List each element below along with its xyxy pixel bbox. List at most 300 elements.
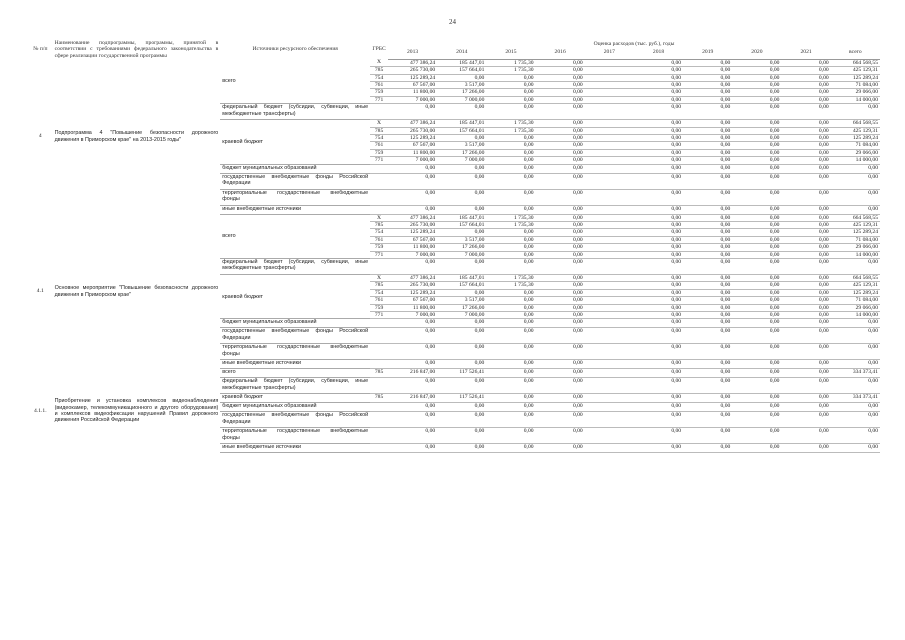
amount-cell: 0,00: [683, 275, 732, 282]
amount-cell: 0,00: [486, 244, 535, 251]
amount-cell: 0,00: [781, 344, 830, 360]
amount-cell: 17 266,00: [437, 244, 486, 251]
amount-cell: 0,00: [437, 444, 486, 453]
amount-cell: 0,00: [634, 236, 683, 243]
amount-cell: 0,00: [437, 134, 486, 141]
amount-cell: 0,00: [732, 444, 781, 453]
amount-cell: 14 000,00: [831, 96, 880, 103]
amount-cell: 0,00: [781, 189, 830, 205]
grbs-code: [370, 412, 388, 428]
amount-cell: 0,00: [781, 328, 830, 344]
amount-cell: 1 735,30: [486, 282, 535, 289]
amount-cell: [585, 104, 634, 120]
amount-cell: 71 084,00: [831, 142, 880, 149]
amount-cell: 0,00: [634, 173, 683, 189]
amount-cell: 0,00: [437, 412, 486, 428]
amount-cell: 157 664,01: [437, 127, 486, 134]
amount-cell: 0,00: [536, 344, 585, 360]
amount-cell: 0,00: [683, 328, 732, 344]
amount-cell: 125 289,24: [388, 229, 437, 236]
amount-cell: 0,00: [781, 403, 830, 412]
amount-cell: 0,00: [437, 344, 486, 360]
amount-cell: 0,00: [732, 96, 781, 103]
amount-cell: 67 567,00: [388, 297, 437, 304]
funding-source: иные внебюджетные источники: [220, 360, 370, 369]
amount-cell: 0,00: [536, 59, 585, 66]
amount-cell: 0,00: [683, 360, 732, 369]
amount-cell: 0,00: [781, 244, 830, 251]
year-header: 2021: [781, 49, 830, 59]
grbs-code: [370, 164, 388, 173]
year-header: всего: [831, 49, 880, 59]
grbs-code: [370, 444, 388, 453]
amount-cell: 0,00: [536, 134, 585, 141]
section-number: 4: [38, 133, 42, 140]
year-header: 2018: [634, 49, 683, 59]
amount-cell: 0,00: [634, 89, 683, 96]
amount-cell: 7 000,00: [437, 157, 486, 164]
amount-cell: 0,00: [683, 120, 732, 127]
amount-cell: 0,00: [486, 378, 535, 394]
amount-cell: 0,00: [486, 394, 535, 403]
amount-cell: 0,00: [437, 205, 486, 214]
amount-cell: 7 000,00: [437, 312, 486, 319]
amount-cell: [585, 173, 634, 189]
amount-cell: 0,00: [683, 104, 732, 120]
grbs-code: 785: [370, 394, 388, 403]
amount-cell: 0,00: [536, 304, 585, 311]
amount-cell: 0,00: [388, 378, 437, 394]
grbs-code: 759: [370, 304, 388, 311]
grbs-code: 754: [370, 229, 388, 236]
amount-cell: 0,00: [634, 428, 683, 444]
amount-cell: 0,00: [536, 403, 585, 412]
amount-cell: 0,00: [536, 369, 585, 378]
amount-cell: 0,00: [732, 74, 781, 81]
amount-cell: 477 386,24: [388, 214, 437, 221]
amount-cell: 0,00: [536, 222, 585, 229]
amount-cell: 0,00: [781, 297, 830, 304]
amount-cell: 0,00: [683, 222, 732, 229]
grbs-code: 759: [370, 89, 388, 96]
amount-cell: 216 847,00: [388, 369, 437, 378]
amount-cell: 0,00: [683, 205, 732, 214]
amount-cell: 0,00: [486, 229, 535, 236]
amount-cell: 0,00: [634, 328, 683, 344]
amount-cell: 0,00: [781, 236, 830, 243]
amount-cell: 0,00: [831, 360, 880, 369]
amount-cell: 0,00: [781, 164, 830, 173]
amount-cell: 664 568,55: [831, 120, 880, 127]
amount-cell: [585, 142, 634, 149]
amount-cell: 0,00: [536, 214, 585, 221]
amount-cell: 71 084,00: [831, 236, 880, 243]
amount-cell: 334 373,41: [831, 394, 880, 403]
amount-cell: 0,00: [634, 96, 683, 103]
amount-cell: 0,00: [831, 104, 880, 120]
amount-cell: 0,00: [486, 444, 535, 453]
amount-cell: 0,00: [781, 81, 830, 88]
amount-cell: 425 129,31: [831, 222, 880, 229]
amount-cell: 0,00: [437, 319, 486, 328]
amount-cell: 0,00: [781, 312, 830, 319]
amount-cell: 0,00: [683, 297, 732, 304]
amount-cell: 0,00: [634, 282, 683, 289]
amount-cell: 0,00: [732, 189, 781, 205]
amount-cell: 0,00: [732, 428, 781, 444]
col-no-header: № п/п: [33, 46, 48, 53]
amount-cell: 0,00: [732, 275, 781, 282]
amount-cell: 14 000,00: [831, 312, 880, 319]
amount-cell: 0,00: [732, 289, 781, 296]
grbs-code: 771: [370, 157, 388, 164]
amount-cell: 0,00: [536, 275, 585, 282]
amount-cell: 0,00: [634, 369, 683, 378]
amount-cell: 185 447,01: [437, 275, 486, 282]
grbs-code: 754: [370, 134, 388, 141]
amount-cell: 7 000,00: [388, 251, 437, 258]
amount-cell: 0,00: [634, 157, 683, 164]
amount-cell: 0,00: [683, 444, 732, 453]
amount-cell: 0,00: [732, 229, 781, 236]
amount-cell: [585, 289, 634, 296]
amount-cell: [585, 214, 634, 221]
grbs-code: 759: [370, 244, 388, 251]
amount-cell: 125 289,24: [831, 134, 880, 141]
amount-cell: 0,00: [486, 259, 535, 275]
amount-cell: 0,00: [437, 104, 486, 120]
amount-cell: 0,00: [732, 360, 781, 369]
amount-cell: 0,00: [437, 74, 486, 81]
amount-cell: 0,00: [536, 282, 585, 289]
col-estimate-header: Оценка расходов (тыс. руб.), годы: [593, 41, 675, 48]
amount-cell: 17 266,00: [437, 89, 486, 96]
amount-cell: 125 289,24: [388, 134, 437, 141]
amount-cell: [585, 164, 634, 173]
amount-cell: 0,00: [732, 157, 781, 164]
amount-cell: [585, 428, 634, 444]
amount-cell: 157 664,01: [437, 222, 486, 229]
amount-cell: 0,00: [683, 89, 732, 96]
amount-cell: 0,00: [486, 312, 535, 319]
amount-cell: 0,00: [437, 164, 486, 173]
amount-cell: 0,00: [683, 96, 732, 103]
amount-cell: 0,00: [831, 259, 880, 275]
amount-cell: 0,00: [536, 96, 585, 103]
amount-cell: 0,00: [634, 214, 683, 221]
amount-cell: 125 289,24: [388, 74, 437, 81]
grbs-code: 761: [370, 81, 388, 88]
amount-cell: 125 289,24: [831, 229, 880, 236]
amount-cell: 0,00: [486, 251, 535, 258]
grbs-code: [370, 189, 388, 205]
amount-cell: 0,00: [683, 289, 732, 296]
amount-cell: 185 447,01: [437, 59, 486, 66]
amount-cell: 0,00: [683, 142, 732, 149]
amount-cell: 14 000,00: [831, 157, 880, 164]
amount-cell: [585, 319, 634, 328]
amount-cell: 664 568,55: [831, 59, 880, 66]
amount-cell: 17 266,00: [437, 149, 486, 156]
amount-cell: 0,00: [486, 189, 535, 205]
amount-cell: [585, 369, 634, 378]
amount-cell: 185 447,01: [437, 120, 486, 127]
amount-cell: 0,00: [831, 412, 880, 428]
amount-cell: 334 373,41: [831, 369, 880, 378]
funding-source: всего: [220, 59, 370, 103]
grbs-code: 785: [370, 127, 388, 134]
grbs-code: [370, 328, 388, 344]
budget-table: [28, 40, 880, 453]
grbs-code: 754: [370, 289, 388, 296]
amount-cell: 0,00: [781, 394, 830, 403]
amount-cell: 265 730,00: [388, 67, 437, 74]
amount-cell: 0,00: [388, 412, 437, 428]
amount-cell: 0,00: [634, 127, 683, 134]
amount-cell: [585, 149, 634, 156]
grbs-code: 785: [370, 222, 388, 229]
page-number: 24: [449, 18, 456, 26]
amount-cell: 0,00: [683, 304, 732, 311]
amount-cell: 0,00: [732, 81, 781, 88]
amount-cell: 425 129,31: [831, 67, 880, 74]
amount-cell: [585, 275, 634, 282]
amount-cell: [585, 67, 634, 74]
amount-cell: 0,00: [732, 164, 781, 173]
amount-cell: 0,00: [536, 189, 585, 205]
amount-cell: 477 386,24: [388, 120, 437, 127]
amount-cell: 0,00: [831, 189, 880, 205]
grbs-code: X: [370, 59, 388, 66]
grbs-code: [370, 319, 388, 328]
funding-source: государственные внебюджетные фонды Российской Федерации: [220, 328, 370, 344]
funding-source: территориальные государственные внебюджетные фонды: [220, 189, 370, 205]
amount-cell: [585, 74, 634, 81]
amount-cell: 0,00: [781, 142, 830, 149]
amount-cell: [585, 244, 634, 251]
amount-cell: 3 517,00: [437, 142, 486, 149]
funding-source: краевой бюджет: [220, 394, 370, 403]
amount-cell: [585, 444, 634, 453]
amount-cell: 0,00: [683, 214, 732, 221]
amount-cell: [585, 81, 634, 88]
amount-cell: 265 730,00: [388, 282, 437, 289]
funding-source: краевой бюджет: [220, 120, 370, 164]
amount-cell: 0,00: [486, 89, 535, 96]
funding-source: краевой бюджет: [220, 275, 370, 319]
amount-cell: 0,00: [683, 189, 732, 205]
year-header: 2016: [536, 49, 585, 59]
amount-cell: 0,00: [388, 173, 437, 189]
amount-cell: [585, 328, 634, 344]
amount-cell: 0,00: [781, 157, 830, 164]
amount-cell: 0,00: [683, 369, 732, 378]
amount-cell: 0,00: [781, 319, 830, 328]
amount-cell: 0,00: [536, 259, 585, 275]
year-header: 2015: [486, 49, 535, 59]
amount-cell: 0,00: [536, 74, 585, 81]
amount-cell: 0,00: [781, 369, 830, 378]
funding-source: иные внебюджетные источники: [220, 205, 370, 214]
amount-cell: 0,00: [536, 89, 585, 96]
amount-cell: 0,00: [683, 164, 732, 173]
amount-cell: 0,00: [732, 312, 781, 319]
amount-cell: 0,00: [781, 259, 830, 275]
amount-cell: 11 800,00: [388, 89, 437, 96]
amount-cell: 71 084,00: [831, 81, 880, 88]
table-row: [28, 59, 880, 66]
amount-cell: 7 000,00: [388, 312, 437, 319]
grbs-code: [370, 428, 388, 444]
amount-cell: 0,00: [388, 403, 437, 412]
amount-cell: 0,00: [536, 289, 585, 296]
amount-cell: 0,00: [781, 360, 830, 369]
amount-cell: [585, 229, 634, 236]
grbs-code: [370, 344, 388, 360]
amount-cell: 0,00: [536, 104, 585, 120]
amount-cell: 0,00: [683, 81, 732, 88]
funding-source: всего: [220, 214, 370, 258]
amount-cell: 0,00: [486, 412, 535, 428]
amount-cell: 0,00: [388, 104, 437, 120]
amount-cell: 0,00: [536, 328, 585, 344]
amount-cell: 1 735,30: [486, 67, 535, 74]
amount-cell: 0,00: [781, 378, 830, 394]
amount-cell: 0,00: [388, 360, 437, 369]
funding-source: бюджет муниципальных образований: [220, 403, 370, 412]
funding-source: всего: [220, 369, 370, 378]
amount-cell: 0,00: [486, 96, 535, 103]
amount-cell: 0,00: [437, 378, 486, 394]
amount-cell: 0,00: [486, 81, 535, 88]
grbs-code: [370, 360, 388, 369]
amount-cell: [585, 259, 634, 275]
funding-source: бюджет муниципальных образований: [220, 164, 370, 173]
amount-cell: 0,00: [634, 378, 683, 394]
year-header: 2017: [585, 49, 634, 59]
amount-cell: 0,00: [634, 251, 683, 258]
section-number: 4.1.1.: [34, 407, 47, 414]
amount-cell: 664 568,55: [831, 214, 880, 221]
amount-cell: [585, 127, 634, 134]
amount-cell: 0,00: [683, 127, 732, 134]
amount-cell: 0,00: [732, 142, 781, 149]
amount-cell: 0,00: [683, 312, 732, 319]
amount-cell: 29 066,00: [831, 89, 880, 96]
amount-cell: 67 567,00: [388, 236, 437, 243]
amount-cell: 0,00: [781, 214, 830, 221]
amount-cell: 0,00: [486, 173, 535, 189]
amount-cell: [585, 236, 634, 243]
grbs-code: 761: [370, 142, 388, 149]
amount-cell: 0,00: [732, 344, 781, 360]
amount-cell: 0,00: [732, 120, 781, 127]
amount-cell: 0,00: [634, 67, 683, 74]
amount-cell: 0,00: [634, 81, 683, 88]
amount-cell: 0,00: [634, 244, 683, 251]
amount-cell: 0,00: [831, 444, 880, 453]
amount-cell: 14 000,00: [831, 251, 880, 258]
amount-cell: 0,00: [732, 127, 781, 134]
amount-cell: 0,00: [683, 149, 732, 156]
amount-cell: 0,00: [781, 104, 830, 120]
amount-cell: 0,00: [536, 412, 585, 428]
amount-cell: 0,00: [634, 134, 683, 141]
amount-cell: 0,00: [536, 428, 585, 444]
amount-cell: 0,00: [634, 360, 683, 369]
amount-cell: 0,00: [732, 222, 781, 229]
amount-cell: 0,00: [732, 67, 781, 74]
year-header: 2014: [437, 49, 486, 59]
amount-cell: 0,00: [634, 59, 683, 66]
amount-cell: 0,00: [486, 149, 535, 156]
amount-cell: 0,00: [388, 344, 437, 360]
amount-cell: 0,00: [536, 360, 585, 369]
amount-cell: 0,00: [683, 428, 732, 444]
amount-cell: [585, 189, 634, 205]
amount-cell: 0,00: [781, 134, 830, 141]
funding-source: государственные внебюджетные фонды Российской Федерации: [220, 412, 370, 428]
amount-cell: 0,00: [781, 282, 830, 289]
amount-cell: 0,00: [831, 173, 880, 189]
grbs-code: 771: [370, 312, 388, 319]
grbs-code: 785: [370, 369, 388, 378]
amount-cell: 425 129,31: [831, 127, 880, 134]
year-header: 2019: [683, 49, 732, 59]
amount-cell: 7 000,00: [388, 96, 437, 103]
amount-cell: 0,00: [831, 403, 880, 412]
amount-cell: 125 289,24: [831, 289, 880, 296]
amount-cell: 0,00: [536, 67, 585, 74]
amount-cell: 0,00: [634, 142, 683, 149]
amount-cell: 0,00: [437, 229, 486, 236]
amount-cell: 0,00: [486, 297, 535, 304]
amount-cell: 0,00: [781, 89, 830, 96]
amount-cell: 0,00: [634, 297, 683, 304]
amount-cell: 117 526,41: [437, 394, 486, 403]
amount-cell: 0,00: [781, 251, 830, 258]
amount-cell: [585, 222, 634, 229]
amount-cell: 0,00: [732, 89, 781, 96]
amount-cell: [585, 157, 634, 164]
grbs-code: [370, 104, 388, 120]
amount-cell: [585, 412, 634, 428]
grbs-code: 785: [370, 282, 388, 289]
amount-cell: 0,00: [683, 378, 732, 394]
amount-cell: 0,00: [388, 319, 437, 328]
amount-cell: 265 730,00: [388, 222, 437, 229]
amount-cell: 125 289,24: [831, 74, 880, 81]
amount-cell: 0,00: [781, 412, 830, 428]
amount-cell: 0,00: [831, 428, 880, 444]
amount-cell: 0,00: [683, 394, 732, 403]
amount-cell: 0,00: [781, 222, 830, 229]
amount-cell: 0,00: [486, 142, 535, 149]
amount-cell: 0,00: [781, 275, 830, 282]
amount-cell: 0,00: [437, 173, 486, 189]
amount-cell: 425 129,31: [831, 282, 880, 289]
amount-cell: 0,00: [486, 164, 535, 173]
amount-cell: 71 084,00: [831, 297, 880, 304]
amount-cell: 29 066,00: [831, 304, 880, 311]
amount-cell: [585, 59, 634, 66]
amount-cell: 0,00: [683, 403, 732, 412]
amount-cell: 265 730,00: [388, 127, 437, 134]
amount-cell: 0,00: [732, 394, 781, 403]
amount-cell: 0,00: [536, 251, 585, 258]
amount-cell: 0,00: [634, 444, 683, 453]
amount-cell: 0,00: [634, 403, 683, 412]
